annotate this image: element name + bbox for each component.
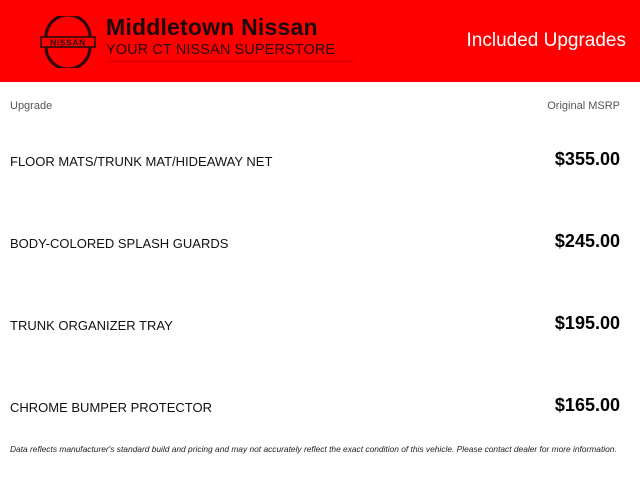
header-banner [0, 0, 640, 82]
table-row [0, 146, 640, 176]
upgrade-price: $165.00 [554, 395, 620, 415]
upgrade-name: TRUNK ORGANIZER TRAY [10, 318, 173, 333]
table-row [0, 228, 640, 258]
dealer-logo[interactable] [40, 14, 336, 70]
upgrade-price: $195.00 [554, 313, 620, 333]
tagline-divider [106, 61, 354, 62]
table-row [0, 310, 640, 340]
table-row [0, 392, 640, 422]
upgrade-name: FLOOR MATS/TRUNK MAT/HIDEAWAY NET [10, 154, 273, 169]
emblem-text: NISSAN [50, 37, 86, 48]
upgrade-name: CHROME BUMPER PROTECTOR [10, 400, 212, 415]
upgrade-price: $355.00 [554, 149, 620, 169]
upgrade-price: $245.00 [554, 231, 620, 251]
column-header-upgrade: Upgrade [10, 100, 53, 112]
brand-tagline: YOUR CT NISSAN SUPERSTORE [106, 42, 336, 58]
column-header-msrp: Original MSRP [547, 100, 620, 112]
brand-name: Middletown Nissan [106, 14, 318, 40]
nissan-emblem-icon [40, 16, 96, 68]
disclaimer-text: Data reflects manufacturer's standard build and pricing and may not accurately reflect the exact condition of this vehicle. Please contact dealer for more information. [10, 444, 617, 454]
page-title: Included Upgrades [466, 30, 626, 51]
upgrade-name: BODY-COLORED SPLASH GUARDS [10, 236, 229, 251]
